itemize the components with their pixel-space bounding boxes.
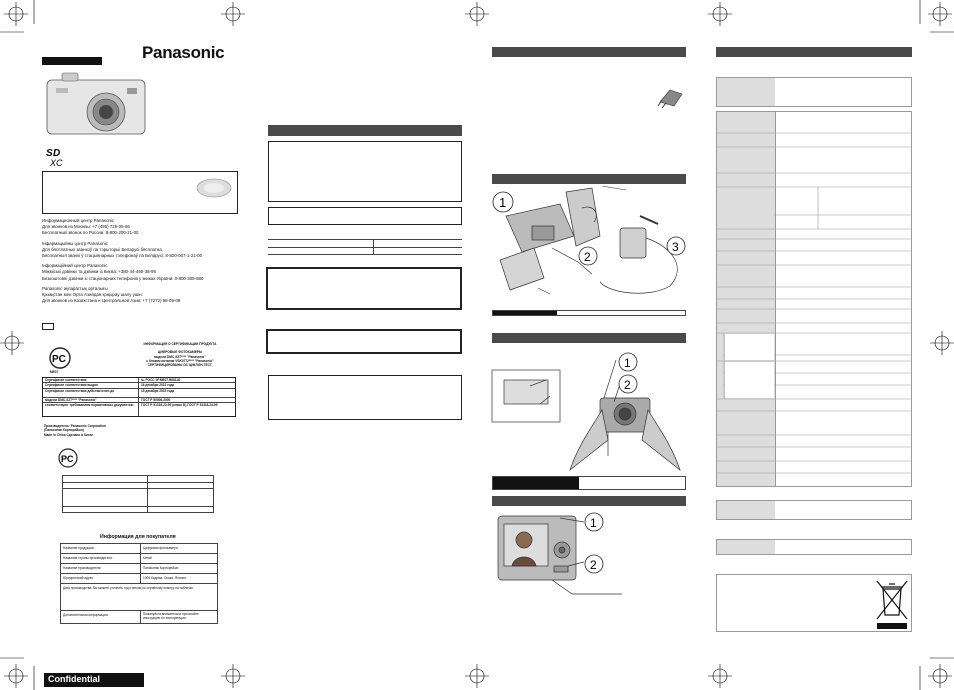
confidential-label: Confidential (48, 674, 100, 684)
small-tag-box (42, 323, 54, 330)
svg-text:XC: XC (50, 158, 63, 168)
spec-table-small (716, 539, 912, 555)
step-number: 1 (499, 195, 507, 210)
info-line: Безкоштовні дзвінки зі стаціонарних телефонів у межах України: 0-800-309-880 (42, 275, 204, 281)
cert-title-line: СЕРТИФИЦИРОВАНЫ ОС ЦИКЛОН-ТЕСТ, (147, 363, 213, 368)
spec-table-lines (716, 111, 912, 487)
table-row: Название страны производителя: Китай (61, 554, 217, 564)
info-line: Panasonic ақпараттық орталығы (42, 285, 108, 291)
camera-back-illustration (492, 510, 688, 618)
table-row: Дата производства: Вы можете уточнить год и месяц по серийному номеру на табличке. (61, 584, 217, 611)
svg-text:S: S (46, 148, 53, 159)
cert-title-line: ИНФОРМАЦИЯ О СЕРТИФИКАЦИИ ПРОДУКТА (143, 342, 217, 346)
disposal-box (716, 574, 912, 632)
svg-text:D: D (53, 148, 61, 159)
holding-camera-illustration (490, 350, 688, 472)
section-header (716, 47, 912, 57)
model-label-bar (42, 57, 102, 65)
cert-title-block (95, 342, 265, 367)
table-row: Сертификат соответствия № РОСС JP.ME07.B08140 (43, 378, 235, 383)
svg-text:PC: PC (52, 354, 66, 365)
two-col-table (268, 239, 462, 255)
battery-charger-icon (656, 86, 686, 108)
crossed-bin-icon (875, 579, 909, 631)
svg-text:1: 1 (624, 356, 631, 370)
step-number: 2 (584, 250, 591, 264)
svg-text:2: 2 (624, 378, 631, 392)
cert-title-line: ЦИФРОВЫЕ ФОТОКАМЕРЫ (157, 350, 203, 355)
table-row: Название производителя: Панасоник Корпорейшн (61, 564, 217, 574)
info-line: Для бясплатных званкоў па тэрыторыі Беларусі бясплатна, (42, 246, 163, 252)
step-number: 3 (672, 240, 679, 254)
section-header (492, 174, 686, 184)
buyer-info-table (60, 543, 218, 624)
info-line: Бесплатный звонок по России: 8-800-200-21-00 (42, 230, 139, 236)
notice-box (42, 171, 238, 214)
table-row: модели DMC-SZ7**** "Panasonic" ГОСТ Р 50006-2000 (43, 398, 235, 403)
info-line: Міжміські дзвінки та дзвінки із Києва: +380-44-490-38-98 (42, 269, 156, 275)
info-line: Інформаційний центр Panasonic (42, 263, 108, 269)
info-line: Бясплатныя званкі ў стацыянарных тэлефонаў па Беларусі: 8-820-007-1-21-00 (42, 253, 203, 259)
info-line: Інфармацыйны цэнтр Panasonic (42, 240, 108, 246)
camera-illustration (44, 68, 150, 138)
spec-header-table (716, 77, 912, 107)
table-row: Сертификат соответствия действителен до 15 декабря 2015 года (43, 389, 235, 398)
content-box (266, 267, 462, 310)
empty-table (62, 475, 214, 513)
content-box (268, 207, 462, 225)
confidential-bar (44, 673, 144, 687)
cert-mark-code: МЕ07 (50, 370, 59, 374)
cert-table (42, 377, 236, 417)
pct-certification-icon (46, 346, 74, 372)
content-box (268, 141, 462, 202)
section-header (268, 125, 462, 136)
section-header (492, 496, 686, 506)
info-line: Для звонков из Казахстана и Центральной Азии: +7 (7272) 98-09-09 (42, 298, 181, 304)
info-line: Информационный центр Panasonic (42, 218, 115, 223)
brand-logo: Panasonic (142, 43, 225, 62)
cert-title-line: модели DMC-SZ7**** "Panasonic" (154, 354, 206, 359)
table-row: соответствуют требованиям нормативных документов: ГОСТ Р 51318.22-99 (класс Б) ГОСТ Р 51318.24-99 (43, 403, 235, 416)
section-header (492, 333, 686, 343)
sdxc-logo-icon (44, 146, 74, 168)
svg-text:PC: PC (61, 454, 74, 464)
svg-text:2: 2 (590, 558, 597, 572)
table-row: Сертификат соответствия выдан 16 декабря 2013 года (43, 383, 235, 388)
content-box (266, 329, 462, 354)
pct-mark-icon (56, 447, 80, 469)
table-row: Дополнительная информация: Пожалуйста внимательно прочитайте инструкцию по эксплуатации. (61, 611, 217, 623)
svg-text:1: 1 (590, 516, 597, 530)
russian-info-block (42, 218, 242, 304)
table-row: Название продукции: Цифровая фотокамера (61, 544, 217, 554)
cert-title-line: с блоком питания VSK0772**** "Panasonic" (146, 358, 214, 363)
spec-table-small (716, 500, 912, 520)
charging-illustration (490, 186, 688, 308)
section-header (492, 47, 686, 57)
buyer-info-title: Информация для покупателя (100, 534, 176, 540)
disc-icon (195, 177, 233, 199)
table-row: Юридический адрес: 1006 Кадома, Осака, Япония (61, 574, 217, 584)
content-box (268, 375, 462, 420)
info-line: Для звонков из Москвы: +7 (495) 725-05-65 (42, 224, 130, 230)
caption-bar (492, 310, 686, 316)
caption-bar (492, 476, 686, 490)
maker-block: Производитель: Panasonic Corporation (Панасоник Корпорэйшн) Made in China Сделано в Китае (44, 424, 106, 437)
info-line: Қазақстан мен Орта Азиядан қоңырау шалу үшін: (42, 292, 143, 298)
